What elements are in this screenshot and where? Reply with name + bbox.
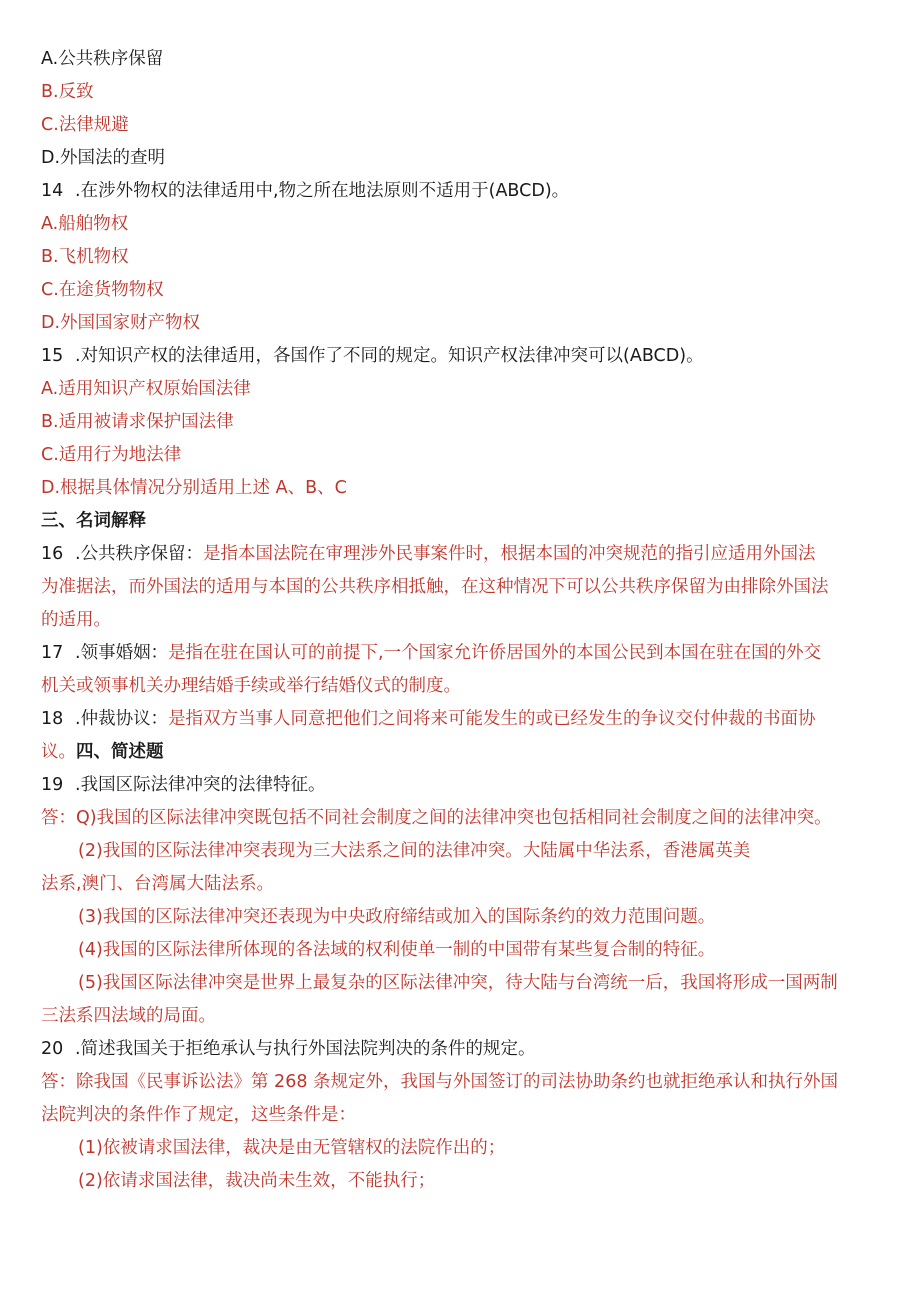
- q18-definition-2: 议。: [41, 742, 76, 762]
- q13-option-d: D.外国法的查明: [41, 148, 166, 168]
- q17-definition-1: 是指在驻在国认可的前提下,一个国家允许侨居国外的本国公民到本国在驻在国的外交: [168, 643, 822, 663]
- q18-line-1: [41, 706, 816, 732]
- q19-text: .我国区际法律冲突的法律特征。: [75, 775, 326, 795]
- q15-option-a: A.适用知识产权原始国法律: [41, 379, 251, 399]
- q17-line-1: [41, 640, 821, 666]
- q18-term: .仲裁协议：: [75, 709, 169, 729]
- q19-answer-1: 答：Q)我国的区际法律冲突既包括不同社会制度之间的法律冲突也包括相同社会制度之间的法律冲突。: [41, 808, 832, 828]
- q20-text: .简述我国关于拒绝承认与执行外国法院判决的条件的规定。: [75, 1039, 536, 1059]
- q16-definition-1: 是指本国法院在审理涉外民事案件时，根据本国的冲突规范的指引应适用外国法: [203, 544, 816, 564]
- q17-line-2: 机关或领事机关办理结婚手续或举行结婚仪式的制度。: [41, 676, 461, 696]
- q15-number: 15: [41, 346, 64, 366]
- q18-definition-1: 是指双方当事人同意把他们之间将来可能发生的或已经发生的争议交付仲裁的书面协: [168, 709, 816, 729]
- q15-stem: [41, 343, 704, 369]
- q20-answer-intro-b: 法院判决的条件作了规定，这些条件是：: [41, 1105, 356, 1125]
- q20-number: 20: [41, 1039, 64, 1059]
- q16-number: 16: [41, 544, 64, 564]
- q19-stem: [41, 772, 326, 798]
- q20-answer-2: (2)依请求国法律，裁决尚未生效，不能执行；: [78, 1171, 436, 1191]
- q19-answer-2a: (2)我国的区际法律冲突表现为三大法系之间的法律冲突。大陆属中华法系，香港属英美: [78, 841, 751, 861]
- q19-answer-2b: 法系,澳门、台湾属大陆法系。: [41, 874, 275, 894]
- q15-option-b: B.适用被请求保护国法律: [41, 412, 234, 432]
- q17-term: .领事婚姻：: [75, 643, 169, 663]
- q17-number: 17: [41, 643, 64, 663]
- q14-number: 14: [41, 181, 64, 201]
- q16-line-1: [41, 541, 816, 567]
- q14-option-b: B.飞机物权: [41, 247, 129, 267]
- q20-answer-1: (1)依被请求国法律，裁决是由无管辖权的法院作出的；: [78, 1138, 506, 1158]
- q16-term: .公共秩序保留：: [75, 544, 204, 564]
- q14-option-a: A.船舶物权: [41, 214, 129, 234]
- q14-text: .在涉外物权的法律适用中,物之所在地法原则不适用于(ABCD)。: [75, 181, 570, 201]
- q19-answer-5b: 三法系四法域的局面。: [41, 1006, 216, 1026]
- q14-option-d: D.外国国家财产物权: [41, 313, 201, 333]
- q14-stem: [41, 178, 569, 204]
- q13-option-c: C.法律规避: [41, 115, 129, 135]
- q16-line-2: 为准据法，而外国法的适用与本国的公共秩序相抵触，在这种情况下可以公共秩序保留为由排除外国法: [41, 577, 829, 597]
- section-4-heading: 四、简述题: [76, 742, 164, 762]
- q19-answer-5a: (5)我国区际法律冲突是世界上最复杂的区际法律冲突，待大陆与台湾统一后，我国将形成一国两制: [78, 973, 838, 993]
- q16-line-3: 的适用。: [41, 610, 111, 630]
- q18-line-2-with-section-4: [41, 739, 164, 765]
- q20-stem: [41, 1036, 536, 1062]
- q20-answer-intro-a: 答：除我国《民事诉讼法》第 268 条规定外，我国与外国签订的司法协助条约也就拒绝承认和执行外国: [41, 1072, 839, 1092]
- q15-text: .对知识产权的法律适用，各国作了不同的规定。知识产权法律冲突可以(ABCD)。: [75, 346, 704, 366]
- q19-answer-3: (3)我国的区际法律冲突还表现为中央政府缔结或加入的国际条约的效力范围问题。: [78, 907, 716, 927]
- q19-answer-4: (4)我国的区际法律所体现的各法域的权利使单一制的中国带有某些复合制的特征。: [78, 940, 716, 960]
- section-3-heading: 三、名词解释: [41, 511, 146, 531]
- q14-option-c: C.在途货物物权: [41, 280, 164, 300]
- q19-number: 19: [41, 775, 64, 795]
- q15-option-c: C.适用行为地法律: [41, 445, 182, 465]
- q13-option-b: B.反致: [41, 82, 94, 102]
- q13-option-a: A.公共秩序保留: [41, 49, 164, 69]
- q18-number: 18: [41, 709, 64, 729]
- q15-option-d: D.根据具体情况分别适用上述 A、B、C: [41, 478, 347, 498]
